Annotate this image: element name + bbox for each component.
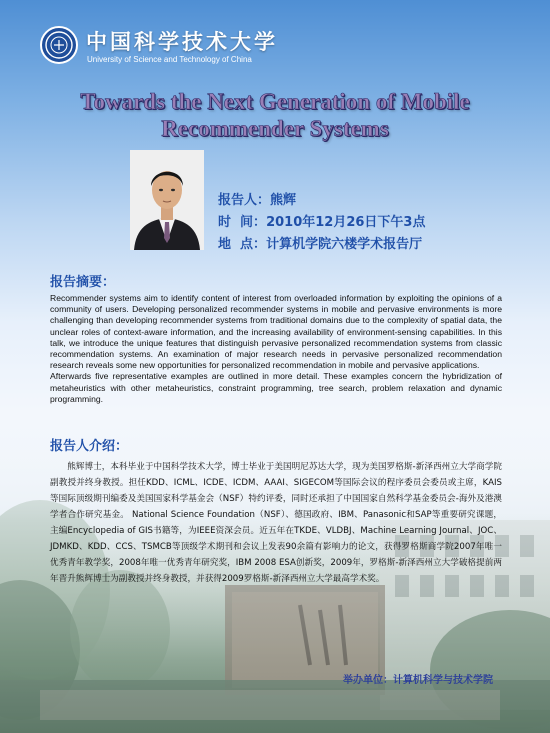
speaker-name: 熊辉 — [270, 193, 297, 208]
time-row — [218, 212, 425, 234]
speaker-row — [218, 190, 425, 212]
talk-info — [218, 190, 425, 256]
university-seal-icon — [40, 26, 78, 64]
abstract-paragraph-2: Afterwards five representative examples are outlined in more detail. These examples concern the hybridization of metaheuristics with other metaheuristics, constraint programming, tree search, problem relaxation and dynamic programming. — [50, 371, 502, 404]
abstract-paragraph-1: Recommender systems aim to identify content of interest from overloaded information by exploiting the opinions of a community of users. Developing personalized recommender systems in mobile and pervasive environments is more challenging than developing recommender systems from traditional domains due to the complexity of spatial data, the unclear roles of context-aware information, and the increasing availability of environment-sensing capabilities. In this talk, we introduce the unique features that distinguish pervasive personalized recommendation systems from classic recommendation systems. An examination of major research needs in pervasive personalized recommendation research reveals some new opportunities for personalized recommendation in mobile and pervasive applications. — [50, 293, 502, 371]
talk-title-line-2: Recommender Systems — [161, 116, 389, 141]
speaker-photo — [130, 150, 204, 250]
abstract-text — [50, 293, 502, 405]
time-value: 2010年12月26日下午3点 — [266, 215, 426, 230]
organizer: 举办单位：计算机科学与技术学院 — [343, 675, 493, 686]
university-name-en: University of Science and Technology of China — [87, 55, 252, 64]
talk-title-line-1: Towards the Next Generation of Mobile — [80, 89, 470, 114]
university-name-cn: 中国科学技术大学 — [86, 29, 278, 54]
talk-title — [20, 88, 530, 142]
place-row — [218, 234, 425, 256]
bio-text: 熊辉博士，本科毕业于中国科学技术大学，博士毕业于美国明尼苏达大学，现为美国罗格斯-新泽西州立大学商学院副教授并终身教授。担任KDD、ICML、ICDE、ICDM、AAAI、SIGECOM等国际会议的程序委员会委员或主席，KAIS等国际顶级期刊编委及美国国家科学基金会（NSF）特约评委，同时还承担了中国国家自然科学基金委员会-海外及港澳学者合作研究基金。 National Science Foundation（NSF）、德国政府、IBM、Panasonic和SAP等重要研究课题，主编Encyclopedia of GIS书籍等，为IEEE资深会员。近五年在TKDE、VLDBJ、Machine Learning Journal、JOC、JDMKD、KDD、CCS、TSMCB等顶级学术期刊和会议上发表90余篇有影响力的论文，获得罗格斯商学院2007年唯一优秀青年教学奖，2008年唯一优秀青年研究奖，IBM 2008 ESA创新奖，2009年，罗格斯-新泽西州立大学破格提前两年晋升熊辉博士为副教授并终身教授，并获得2009罗格斯-新泽西州立大学最高学术奖。 — [50, 462, 502, 584]
place-value: 计算机学院六楼学术报告厅 — [266, 237, 423, 252]
place-label: 地 点： — [218, 237, 267, 252]
bio-heading: 报告人介绍： — [50, 439, 129, 454]
speaker-label: 报告人： — [218, 193, 271, 208]
abstract-heading: 报告摘要： — [50, 275, 116, 290]
time-label: 时 间： — [218, 215, 267, 230]
